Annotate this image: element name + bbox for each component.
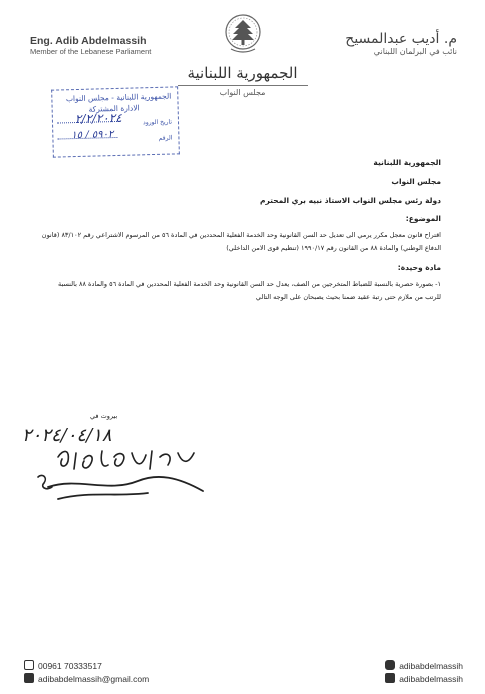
stamp-authority-line: الجمهورية اللبنانية - مجلس النواب [65, 91, 172, 104]
body-republic-line: الجمهورية اللبنانية [373, 158, 441, 167]
subject-label: الموضوع: [405, 214, 441, 223]
header-name-en: Eng. Adib Abdelmassih [30, 35, 147, 47]
republic-title: الجمهورية اللبنانية [187, 64, 298, 82]
instagram-icon [385, 660, 395, 670]
footer-phone-text: 00961 70333517 [38, 661, 102, 671]
header-name-ar: م. أديب عبدالمسيح [345, 31, 457, 47]
footer-phone[interactable] [24, 660, 102, 671]
footer-facebook[interactable] [385, 673, 463, 684]
article-text: ١- بصورة حصرية بالنسبة للضباط المتخرجين من الصف، يعدل حد السن القانونية وحد الخدمة الفعلية المحددين في المادة ٥٦ والمادة ٨٨ بالنسبة للرتب من ملازم حتى رتبة عقيد ضمنا بحيث يصبحان على الوجه التالي [57, 280, 441, 301]
footer-email-text: adibabdelmassih@gmail.com [38, 674, 150, 684]
footer-email[interactable] [24, 673, 149, 684]
phone-icon [24, 660, 34, 670]
email-icon [24, 673, 34, 683]
footer-facebook-text: adibabdelmassih [399, 674, 463, 684]
footer-instagram[interactable] [385, 660, 463, 671]
cedar-emblem-icon [223, 12, 263, 58]
council-subtitle: مجلس النواب [219, 88, 266, 97]
footer-instagram-text: adibabdelmassih [399, 661, 463, 671]
stamp-department-line: الادارة المشتركة [88, 103, 140, 114]
stamp-number-label: الرقم [158, 134, 173, 142]
body-council-line: مجلس النواب [391, 177, 441, 186]
stamp-handwritten-number: ٥٩٠٢ / ١٥ [71, 129, 114, 142]
header-title-ar: نائب في البرلمان اللبناني [373, 47, 457, 56]
title-divider [178, 85, 308, 86]
stamp-handwritten-date: ٢/٢/٢٠٢٤ [74, 110, 122, 127]
header-title-en: Member of the Lebanese Parliament [30, 47, 152, 56]
body-addressee-line: دولة رئس مجلس النواب الاستاذ نبيه بري المحترم [259, 196, 441, 205]
handwritten-signature [18, 447, 218, 507]
receipt-stamp [51, 86, 180, 157]
facebook-icon [385, 673, 395, 683]
place-date-label: بيروت في [90, 412, 118, 420]
stamp-date-label: تاريخ الورود [143, 118, 173, 127]
handwritten-date: ٢٠٢٤/٠٤/١٨ [22, 425, 112, 446]
subject-text: اقتراح قانون معجل مكرر يرمي الى تعديل حد السن القانونية وحد الخدمة الفعلية المحددين في المادة ٥٦ من المرسوم الاشتراعي رقم ٨٣/١٠٢ (قانون الدفاع الوطني) والمادة ٨٨ من القانون رقم ١٩٩٠/١٧ (تنظيم قوى الامن الداخلي) [41, 231, 441, 252]
article-label: مادة وحيدة: [397, 263, 441, 272]
